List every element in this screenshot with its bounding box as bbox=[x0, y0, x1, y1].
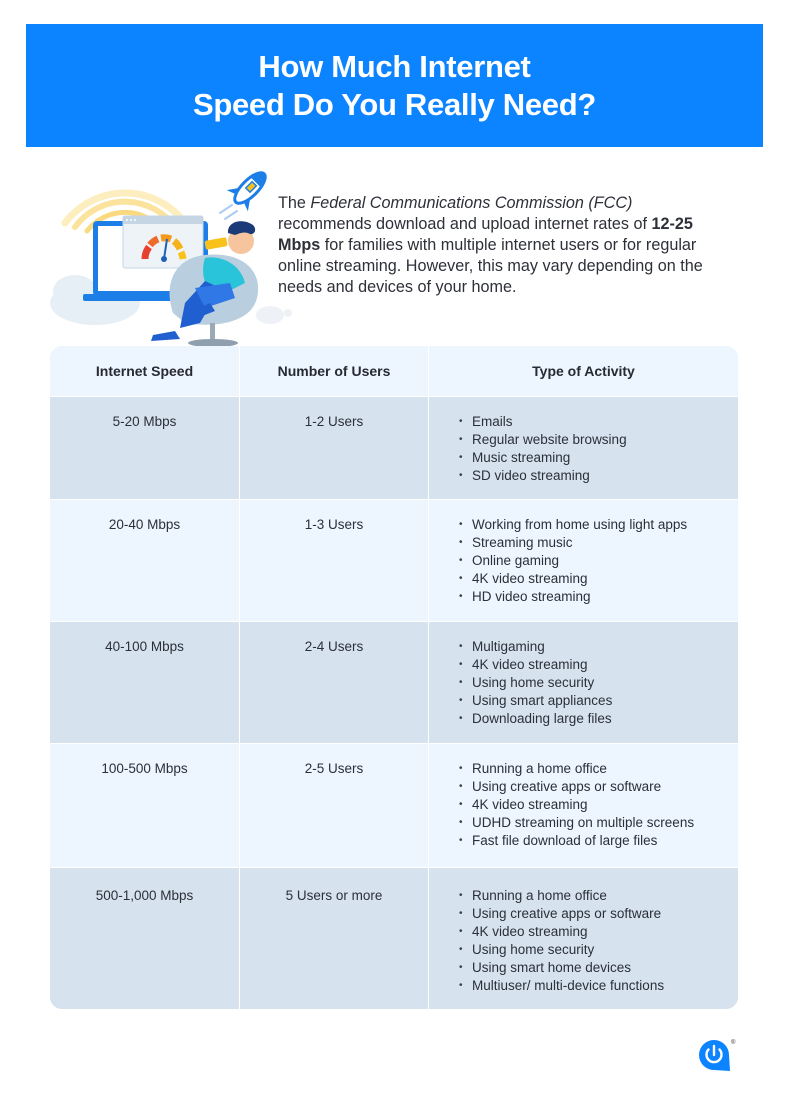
title-banner bbox=[26, 24, 763, 147]
intro-text: for families with multiple internet users or for regular online streaming. However, this may vary depending on the needs and devices of your home. bbox=[278, 236, 703, 296]
activity-item: • Multigaming bbox=[459, 638, 612, 656]
activity-item: • Using smart appliances bbox=[459, 692, 612, 710]
table-row bbox=[50, 499, 738, 621]
intro-text: The bbox=[278, 194, 311, 212]
person-with-laptop-illustration bbox=[45, 163, 295, 353]
users-value: 2-5 Users bbox=[304, 761, 364, 776]
intro-paragraph bbox=[278, 193, 728, 298]
activity-item: • Using smart home devices bbox=[459, 959, 664, 977]
header-number-of-users: Number of Users bbox=[277, 363, 391, 379]
rocket-trail bbox=[220, 205, 237, 219]
users-value: 1-2 Users bbox=[304, 414, 364, 429]
speed-value: 5-20 Mbps bbox=[112, 414, 177, 429]
activity-item: • Multiuser/ multi-device functions bbox=[459, 977, 664, 995]
activity-list bbox=[459, 638, 612, 728]
table-row bbox=[50, 867, 738, 1009]
speed-table bbox=[50, 346, 738, 1009]
activity-item: • Using home security bbox=[459, 941, 664, 959]
table-row bbox=[50, 621, 738, 743]
activity-item: • 4K video streaming bbox=[459, 923, 664, 941]
table-row bbox=[50, 396, 738, 499]
fcc-name: Federal Communications Commission (FCC) bbox=[310, 194, 633, 212]
activity-item: • Regular website browsing bbox=[459, 431, 627, 449]
page-title-line-1: How Much Internet bbox=[258, 48, 531, 84]
recommended-speed: 12-25 Mbps bbox=[278, 215, 693, 254]
activity-list bbox=[459, 887, 664, 995]
table-header-row bbox=[50, 346, 738, 396]
activity-item: • Emails bbox=[459, 413, 627, 431]
activity-item: • Music streaming bbox=[459, 449, 627, 467]
activity-item: • UDHD streaming on multiple screens bbox=[459, 814, 694, 832]
activity-list bbox=[459, 760, 694, 850]
activity-item: • Using home security bbox=[459, 674, 612, 692]
brand-logo bbox=[698, 1038, 738, 1074]
users-value: 5 Users or more bbox=[285, 888, 383, 903]
svg-text:®: ® bbox=[731, 1040, 736, 1046]
table-row bbox=[50, 743, 738, 867]
page-title-line-2: Speed Do You Really Need? bbox=[192, 86, 597, 122]
speed-value: 100-500 Mbps bbox=[101, 761, 188, 776]
header-internet-speed: Internet Speed bbox=[95, 363, 194, 379]
activity-item: • 4K video streaming bbox=[459, 570, 687, 588]
intro-text: recommends download and upload internet rates of bbox=[278, 215, 652, 233]
activity-item: • 4K video streaming bbox=[459, 656, 612, 674]
activity-item: • Using creative apps or software bbox=[459, 905, 664, 923]
activity-item: • Downloading large files bbox=[459, 710, 612, 728]
power-chat-bubble-logo-icon bbox=[698, 1038, 738, 1074]
hero-illustration bbox=[45, 163, 295, 353]
activity-list bbox=[459, 413, 627, 485]
speed-value: 20-40 Mbps bbox=[108, 517, 181, 532]
activity-list bbox=[459, 516, 687, 606]
activity-item: • Fast file download of large files bbox=[459, 832, 694, 850]
activity-item: • Running a home office bbox=[459, 887, 664, 905]
users-value: 1-3 Users bbox=[304, 517, 364, 532]
activity-item: • Streaming music bbox=[459, 534, 687, 552]
activity-item: • Online gaming bbox=[459, 552, 687, 570]
speed-value: 40-100 Mbps bbox=[105, 639, 184, 654]
speed-value: 500-1,000 Mbps bbox=[95, 888, 194, 903]
header-type-of-activity: Type of Activity bbox=[532, 363, 635, 379]
activity-item: • Working from home using light apps bbox=[459, 516, 687, 534]
activity-item: • HD video streaming bbox=[459, 588, 687, 606]
users-value: 2-4 Users bbox=[304, 639, 364, 654]
activity-item: • 4K video streaming bbox=[459, 796, 694, 814]
activity-item: • Running a home office bbox=[459, 760, 694, 778]
activity-item: • SD video streaming bbox=[459, 467, 627, 485]
activity-item: • Using creative apps or software bbox=[459, 778, 694, 796]
